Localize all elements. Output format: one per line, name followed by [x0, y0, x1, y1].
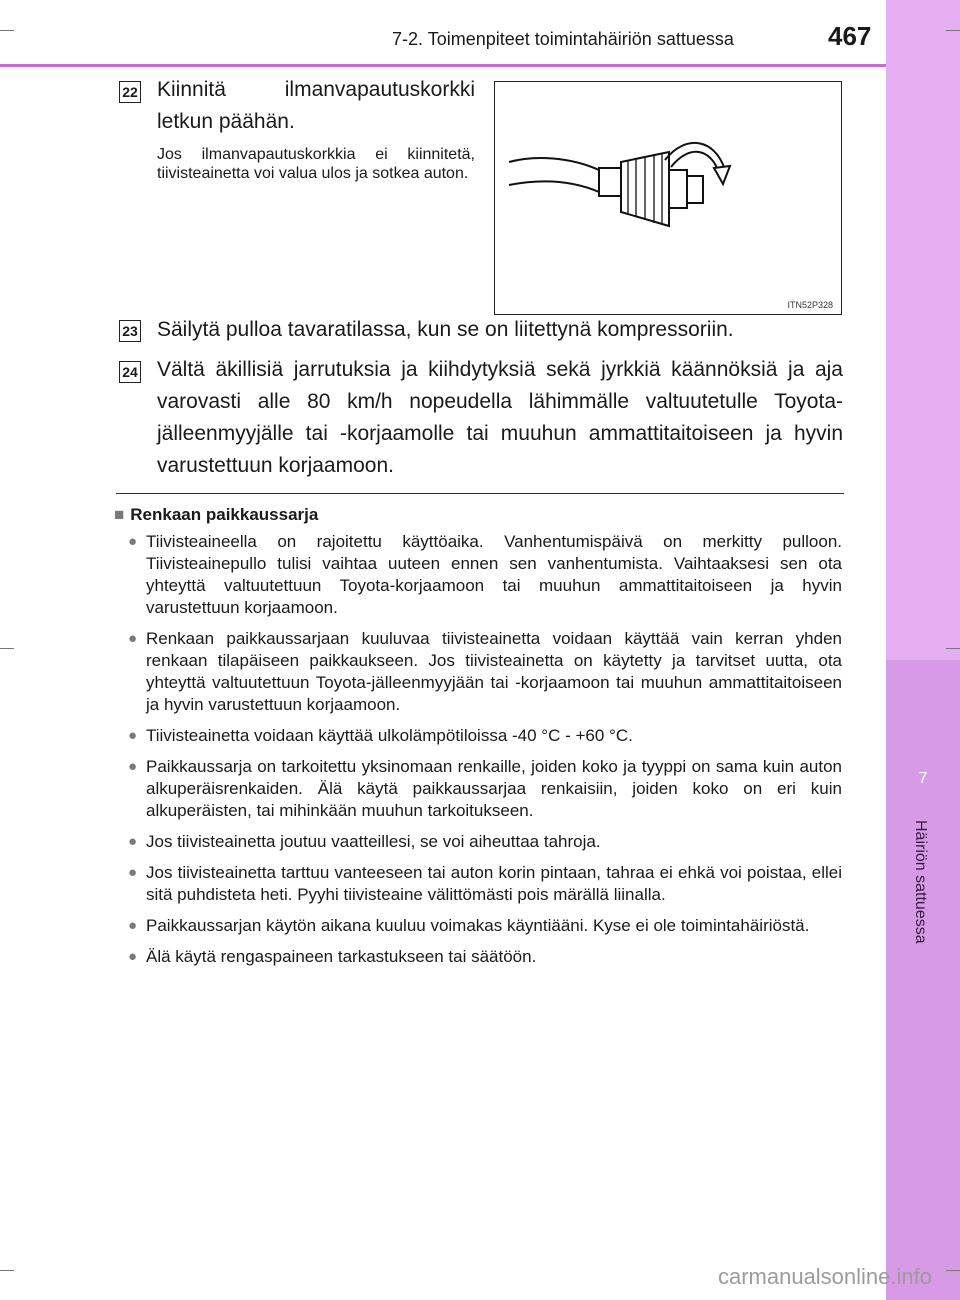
step-24-text: Vältä äkillisiä jarrutuksia ja kiihdytyksiä sekä jyrkkiä käännöksiä ja aja varovasti alle 80 km/h nopeudella lähimmälle valtuutetulle Toyota-jälleenmyyjälle tai -korjaamolle tai muuhun ammattitaitoiseen ja hyvin varustettuun korjaamoon.	[157, 358, 843, 477]
hose-cap-figure	[494, 81, 842, 315]
chapter-tab-number: 7	[918, 770, 928, 787]
bullet-item: ● Tiivisteainetta voidaan käyttää ulkolämpötiloissa -40 °C - +60 °C.	[128, 725, 842, 747]
square-bullet-icon: ■	[114, 505, 125, 524]
hose-cap-illustration	[495, 82, 841, 314]
section-heading	[114, 505, 318, 525]
bullet-item: ● Tiivisteaineella on rajoitettu käyttöaika. Vanhentumispäivä on merkitty pulloon. Tiivisteainepullo tulisi vaihtaa uuteen ennen sen vanhentumista. Vaihtaaksesi sen ota yhteyttä valtuutettuun Toyota-korjaamoon tai muuhun ammattitaitoiseen ja hyvin varustettuun korjaamoon.	[128, 531, 842, 619]
bullet-item: ● Jos tiivisteainetta joutuu vaatteillesi, se voi aiheuttaa tahroja.	[128, 831, 842, 853]
crop-mark	[946, 1270, 960, 1271]
bullet-item: ● Renkaan paikkaussarjaan kuuluvaa tiivisteainetta voidaan käyttää vain kerran yhden renkaan tilapäiseen paikkaukseen. Jos tiivisteainetta on käytetty ja tarvitset uutta, ota yhteyttä valtuutettuun Toyota-jälleenmyyjään tai -korjaamoon tai muuhun ammattitaitoiseen ja hyvin varustettuun korjaamoon.	[128, 628, 842, 716]
step-22-note: Jos ilmanvapautuskorkkia ei kiinnitetä, tiivisteainetta voi valua ulos ja sotkea auton.	[157, 146, 475, 182]
bullet-item: ● Jos tiivisteainetta tarttuu vanteeseen tai auton korin pintaan, tahraa ei ehkä voi poistaa, ellei sitä puhdisteta heti. Pyyhi tiivisteaine välittömästi pois märällä liinalla.	[128, 862, 842, 906]
crop-mark	[0, 1270, 14, 1271]
step-badge-24: 24	[119, 361, 141, 383]
chapter-header: 7-2. Toimenpiteet toimintahäiriön sattuessa	[392, 29, 734, 49]
figure-code: ITN52P328	[787, 300, 833, 310]
section-heading-text: Renkaan paikkaussarja	[130, 505, 319, 524]
watermark: carmanualsonline.info	[717, 1264, 932, 1289]
bullet-item: ● Paikkaussarja on tarkoitettu yksinomaan renkaille, joiden koko ja tyyppi on sama kuin auton alkuperäisrenkaiden. Älä käytä paikkaussarjaa renkaisiin, joiden koko on eri kuin alkuperäisten, tai mihinkään muuhun tarkoitukseen.	[128, 756, 842, 822]
bullet-item: ● Älä käytä rengaspaineen tarkastukseen tai säätöön.	[128, 946, 842, 968]
bullet-list	[128, 531, 842, 977]
step-badge-22: 22	[119, 81, 141, 103]
crop-mark	[946, 648, 960, 649]
crop-mark	[946, 30, 960, 31]
bullet-item: ● Paikkaussarjan käytön aikana kuuluu voimakas käyntiääni. Kyse ei ole toimintahäiriöstä.	[128, 915, 842, 937]
step-22-text: Kiinnitä ilmanvapautuskorkki letkun päähän.	[157, 78, 475, 133]
header-rule	[0, 64, 886, 67]
crop-mark	[0, 648, 14, 649]
step-badge-23: 23	[119, 320, 141, 342]
step-23-text: Säilytä pulloa tavaratilassa, kun se on liitettynä kompressoriin.	[157, 318, 734, 341]
chapter-tab-title: Häiriön sattuessa	[912, 820, 929, 944]
section-divider	[116, 493, 844, 494]
page-number: 467	[828, 21, 872, 51]
crop-mark	[0, 30, 14, 31]
